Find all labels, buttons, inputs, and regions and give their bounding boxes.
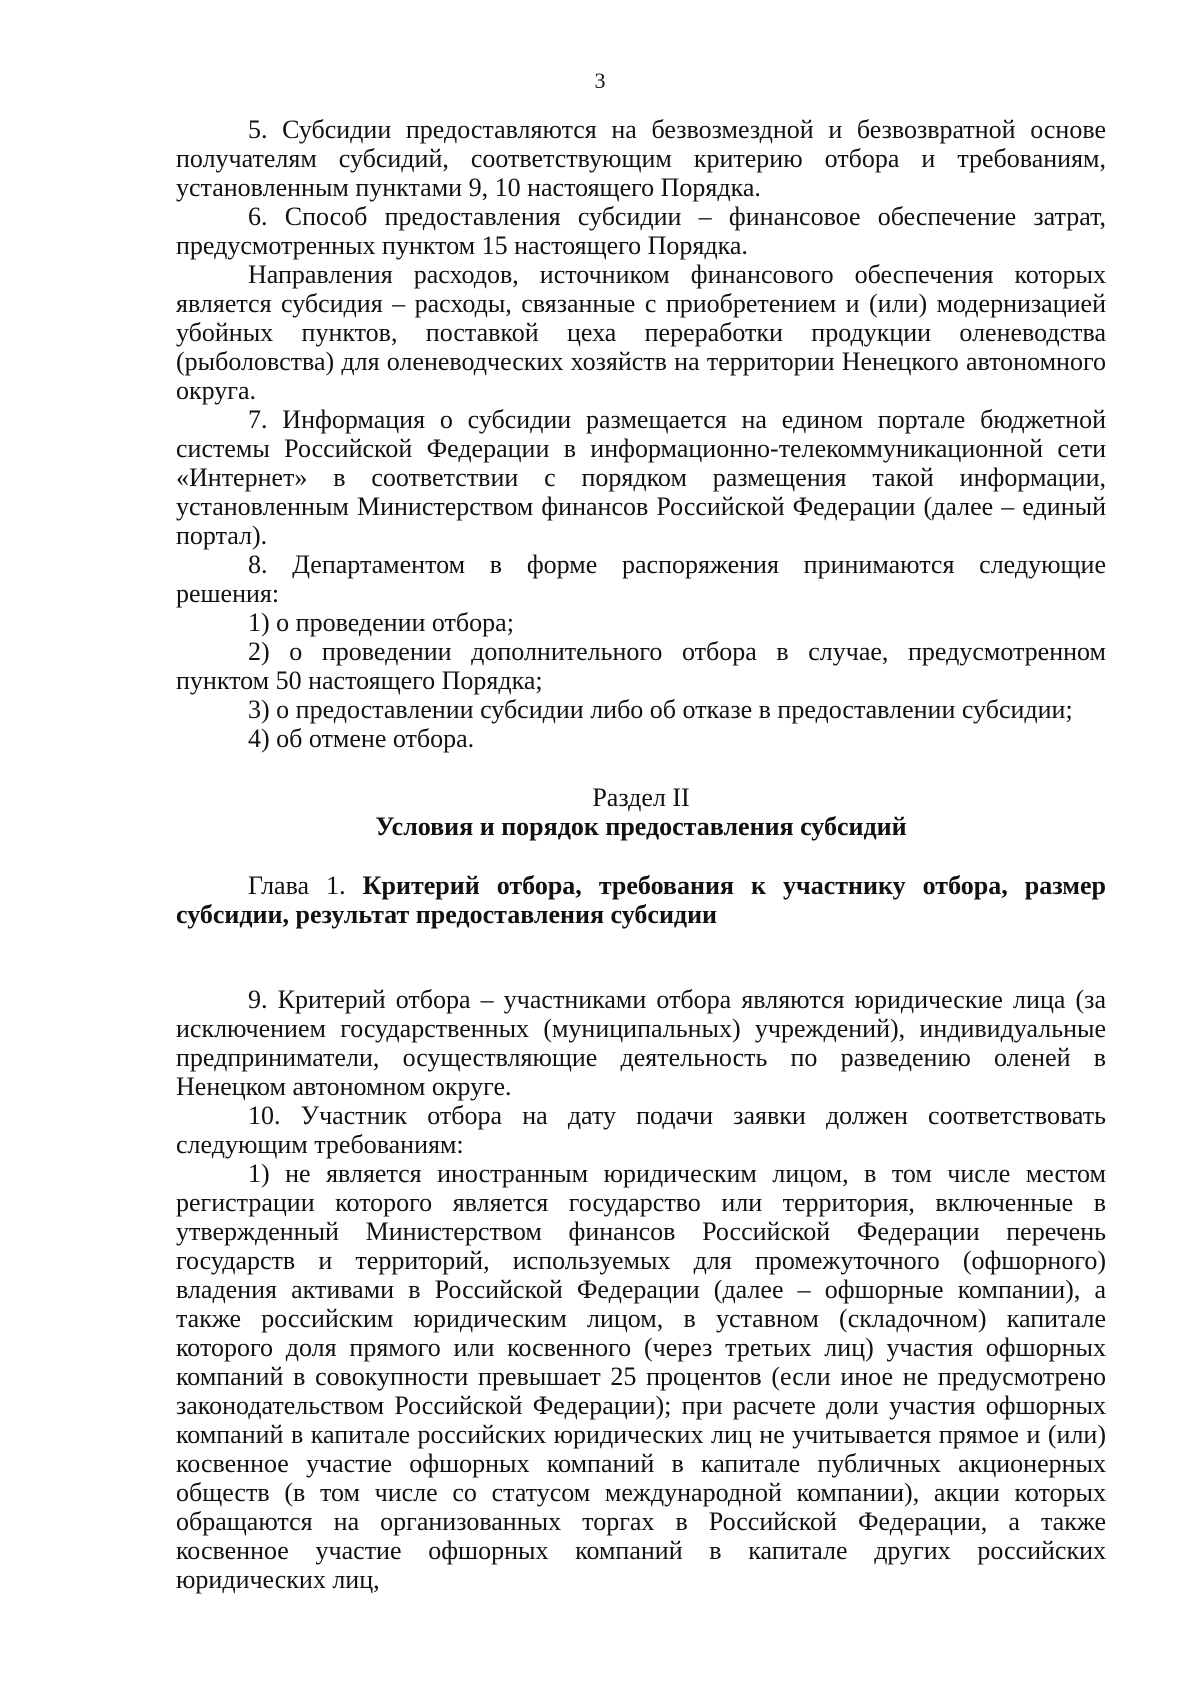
paragraph-8: 8. Департаментом в форме распоряжения принимаются следующие решения: bbox=[176, 550, 1106, 608]
list-item-8-3: 3) о предоставлении субсидии либо об отказе в предоставлении субсидии; bbox=[248, 695, 1073, 724]
paragraph-6: 6. Способ предоставления субсидии – финансовое обеспечение затрат, предусмотренных пунктом 15 настоящего Порядка. bbox=[176, 202, 1106, 260]
list-item-8-1: 1) о проведении отбора; bbox=[248, 608, 514, 637]
section-title: Условия и порядок предоставления субсидий bbox=[375, 812, 907, 841]
spacer bbox=[176, 955, 1106, 985]
paragraph-5: 5. Субсидии предоставляются на безвозмездной и безвозвратной основе получателям субсидий, соответствующим критерию отбора и требованиям, установленным пунктами 9, 10 настоящего Порядка. bbox=[176, 115, 1106, 202]
paragraph-expense-directions: Направления расходов, источником финансового обеспечения которых является субсидия – расходы, связанные с приобретением и (или) модернизацией убойных пунктов, поставкой цеха переработки продукции оленеводства (рыболовства) для оленеводческих хозяйств на территории Ненецкого автономного округа. bbox=[176, 260, 1106, 405]
paragraph-9: 9. Критерий отбора – участниками отбора являются юридические лица (за исключением государственных (муниципальных) учреждений), индивидуальные предприниматели, осуществляющие деятельность по разведению оленей в Ненецком автономном округе. bbox=[176, 985, 1106, 1101]
section-number: Раздел II bbox=[592, 783, 690, 812]
list-item-8-4: 4) об отмене отбора. bbox=[248, 724, 475, 753]
chapter-prefix: Глава 1. bbox=[248, 871, 346, 900]
document-body bbox=[176, 115, 1106, 1594]
chapter-heading bbox=[176, 871, 1106, 929]
list-item-10-1: 1) не является иностранным юридическим лицом, в том числе местом регистрации которого является государство или территория, включенные в утвержденный Министерством финансов Российской Федерации перечень государств и территорий, используемых для промежуточного (офшорного) владения активами в Российской Федерации (далее – офшорные компании), а также российским юридическим лицом, в уставном (складочном) капитале которого доля прямого или косвенного (через третьих лиц) участия офшорных компаний в совокупности превышает 25 процентов (если иное не предусмотрено законодательством Российской Федерации); при расчете доли участия офшорных компаний в капитале российских юридических лиц не учитывается прямое и (или) косвенное участие офшорных компаний в капитале публичных акционерных обществ (в том числе со статусом международной компании), акции которых обращаются на организованных торгах в Российской Федерации, а также косвенное участие офшорных компаний в капитале других российских юридических лиц, bbox=[176, 1159, 1106, 1594]
list-item-8-2: 2) о проведении дополнительного отбора в случае, предусмотренном пунктом 50 настоящего Порядка; bbox=[176, 637, 1106, 695]
chapter-title: Критерий отбора, требования к участнику отбора, размер субсидии, результат предоставления субсидии bbox=[176, 871, 1106, 929]
page-number: 3 bbox=[594, 68, 606, 93]
spacer bbox=[176, 753, 1106, 783]
paragraph-7: 7. Информация о субсидии размещается на едином портале бюджетной системы Российской Федерации в информационно-телекоммуникационной сети «Интернет» в соответствии с порядком размещения такой информации, установленным Министерством финансов Российской Федерации (далее – единый портал). bbox=[176, 405, 1106, 550]
paragraph-10: 10. Участник отбора на дату подачи заявки должен соответствовать следующим требованиям: bbox=[176, 1101, 1106, 1159]
